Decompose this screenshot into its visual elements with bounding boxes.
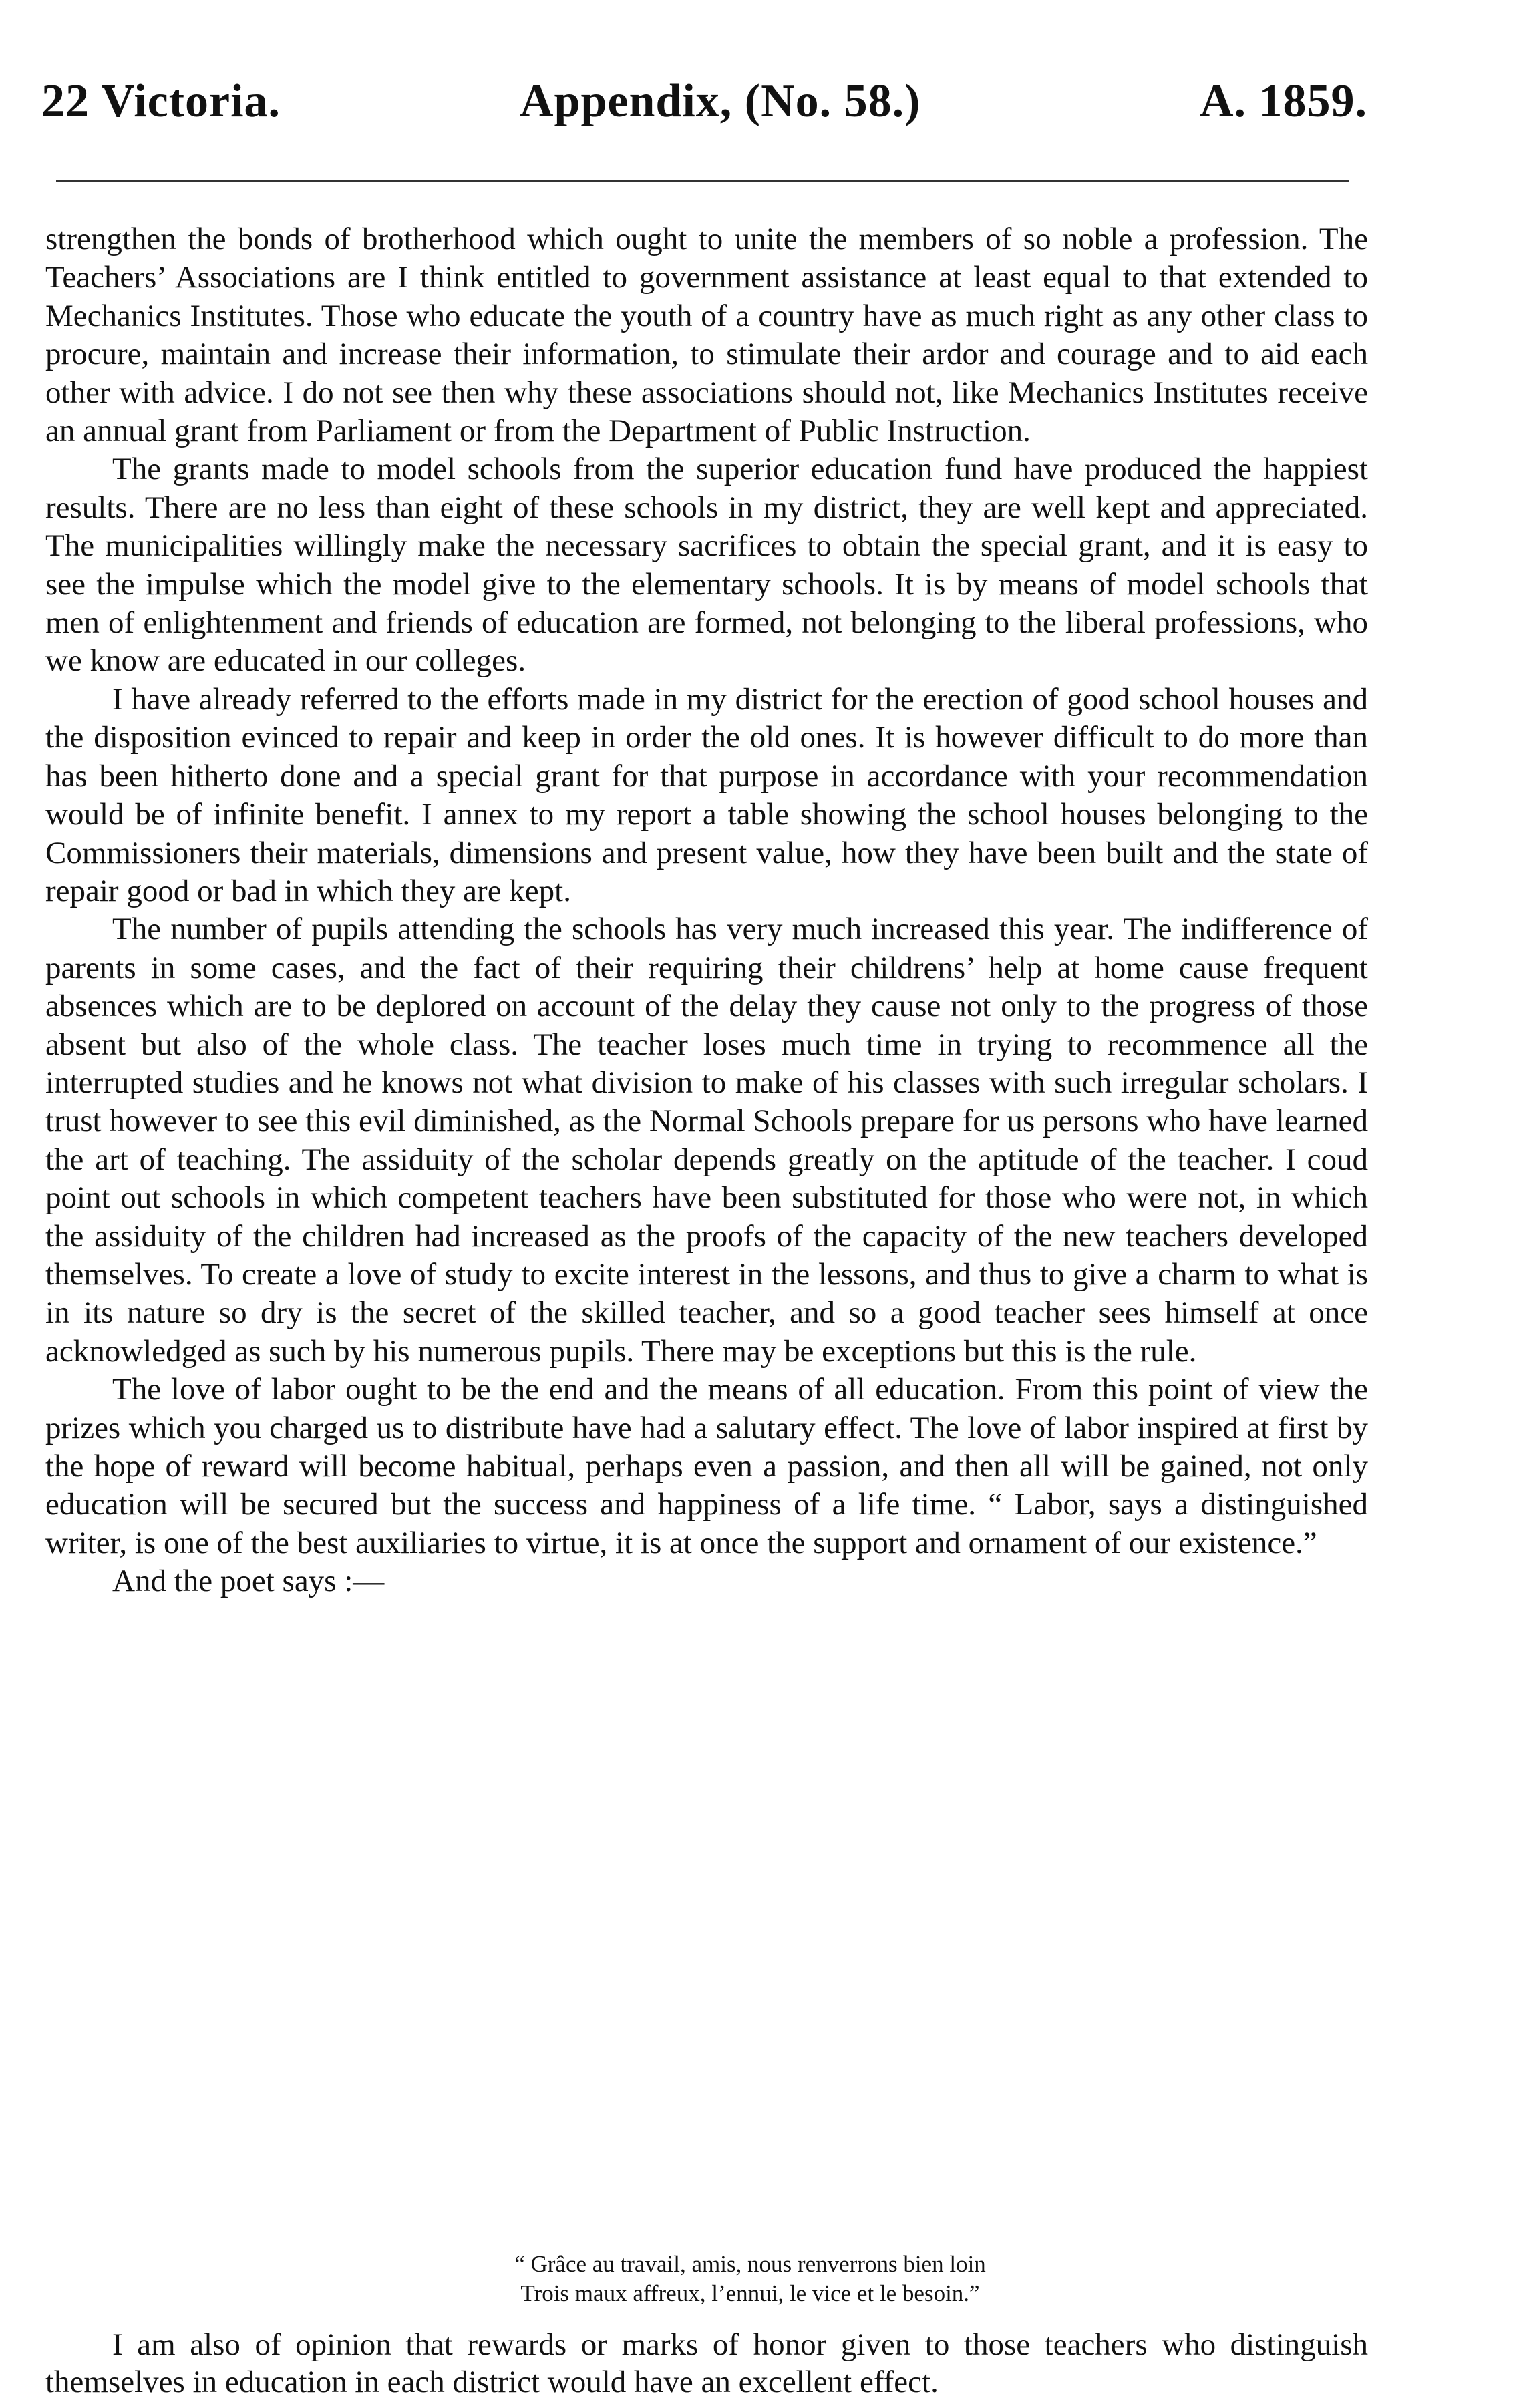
- poem-quote: [366, 2250, 1134, 2308]
- paragraph: And the poet says :—: [112, 1564, 385, 1599]
- header-year: A. 1859.: [1199, 75, 1367, 127]
- paragraph: strengthen the bonds of brotherhood which ought to unite the members of so noble a profession. The Teachers’ Associations are I think entitled to government assistance at least equal to that extended to Mechanics Institutes. Those who educate the youth of a country have as much right as any other class to procure, maintain and increase their information, to stimulate their ardor and courage and to aid each other with advice. I do not see then why these associations should not, like Mechanics Institutes receive an annual grant from Parliament or from the Department of Public Instruction.: [45, 222, 1368, 449]
- page-header: [41, 75, 1367, 135]
- paragraph: I have already referred to the efforts made in my district for the erection of good school houses and the disposition evinced to repair and keep in order the old ones. It is however difficult to do more than has been hitherto done and a special grant for that purpose in accordance with your recommendation would be of infinite benefit. I annex to my report a table showing the school houses belonging to the Commissioners their materials, dimensions and present value, how they have been built and the state of repair good or bad in which they are kept.: [45, 681, 1368, 908]
- quote-line: “ Grâce au travail, amis, nous renverrons bien loin: [514, 2251, 986, 2277]
- quote-line: Trois maux affreux, l’ennui, le vice et le besoin.”: [520, 2280, 980, 2306]
- body-text: [45, 220, 1368, 1601]
- header-rule: [56, 180, 1349, 182]
- paragraph: The grants made to model schools from the superior education fund have produced the happiest results. There are no less than eight of these schools in my district, they are well kept and appreciated. The municipalities willingly make the necessary sacrifices to obtain the special grant, and it is easy to see the impulse which the model give to the elementary schools. It is by means of model schools that men of enlightenment and friends of education are formed, not belonging to the liberal professions, who we know are educated in our colleges.: [45, 452, 1368, 679]
- paragraph: The love of labor ought to be the end and the means of all education. From this point of view the prizes which you charged us to distribute have had a salutary effect. The love of labor inspired at first by the hope of reward will become habitual, perhaps even a passion, and then all will be gained, not only education will be secured but the success and happiness of a life time. “ Labor, says a distinguished writer, is one of the best auxiliaries to virtue, it is at once the support and ornament of our existence.”: [45, 1372, 1368, 1560]
- header-session: 22 Victoria.: [41, 75, 281, 127]
- closing-text: [45, 2326, 1368, 2401]
- paragraph: The number of pupils attending the schools has very much increased this year. The indifference of parents in some cases, and the fact of their requiring their childrens’ help at home cause frequent absences which are to be deplored on account of the delay they cause not only to the progress of those absent but also of the whole class. The teacher loses much time in trying to recommence all the interrupted studies and he knows not what division to make of his classes with such irregular scholars. I trust however to see this evil diminished, as the Normal Schools prepare for us persons who have learned the art of teaching. The assiduity of the scholar depends greatly on the aptitude of the teacher. I coud point out schools in which competent teachers have been substituted for those who were not, in which the assiduity of the children had increased as the proofs of the capacity of the new teachers developed themselves. To create a love of study to excite interest in the lessons, and thus to give a charm to what is in its nature so dry is the secret of the skilled teacher, and so a good teacher sees himself at once acknowledged as such by his numerous pupils. There may be exceptions but this is the rule.: [45, 912, 1368, 1369]
- header-appendix: Appendix, (No. 58.): [520, 75, 921, 127]
- paragraph: I am also of opinion that rewards or marks of honor given to those teachers who distinguish themselves in education in each district would have an excellent effect.: [45, 2327, 1368, 2399]
